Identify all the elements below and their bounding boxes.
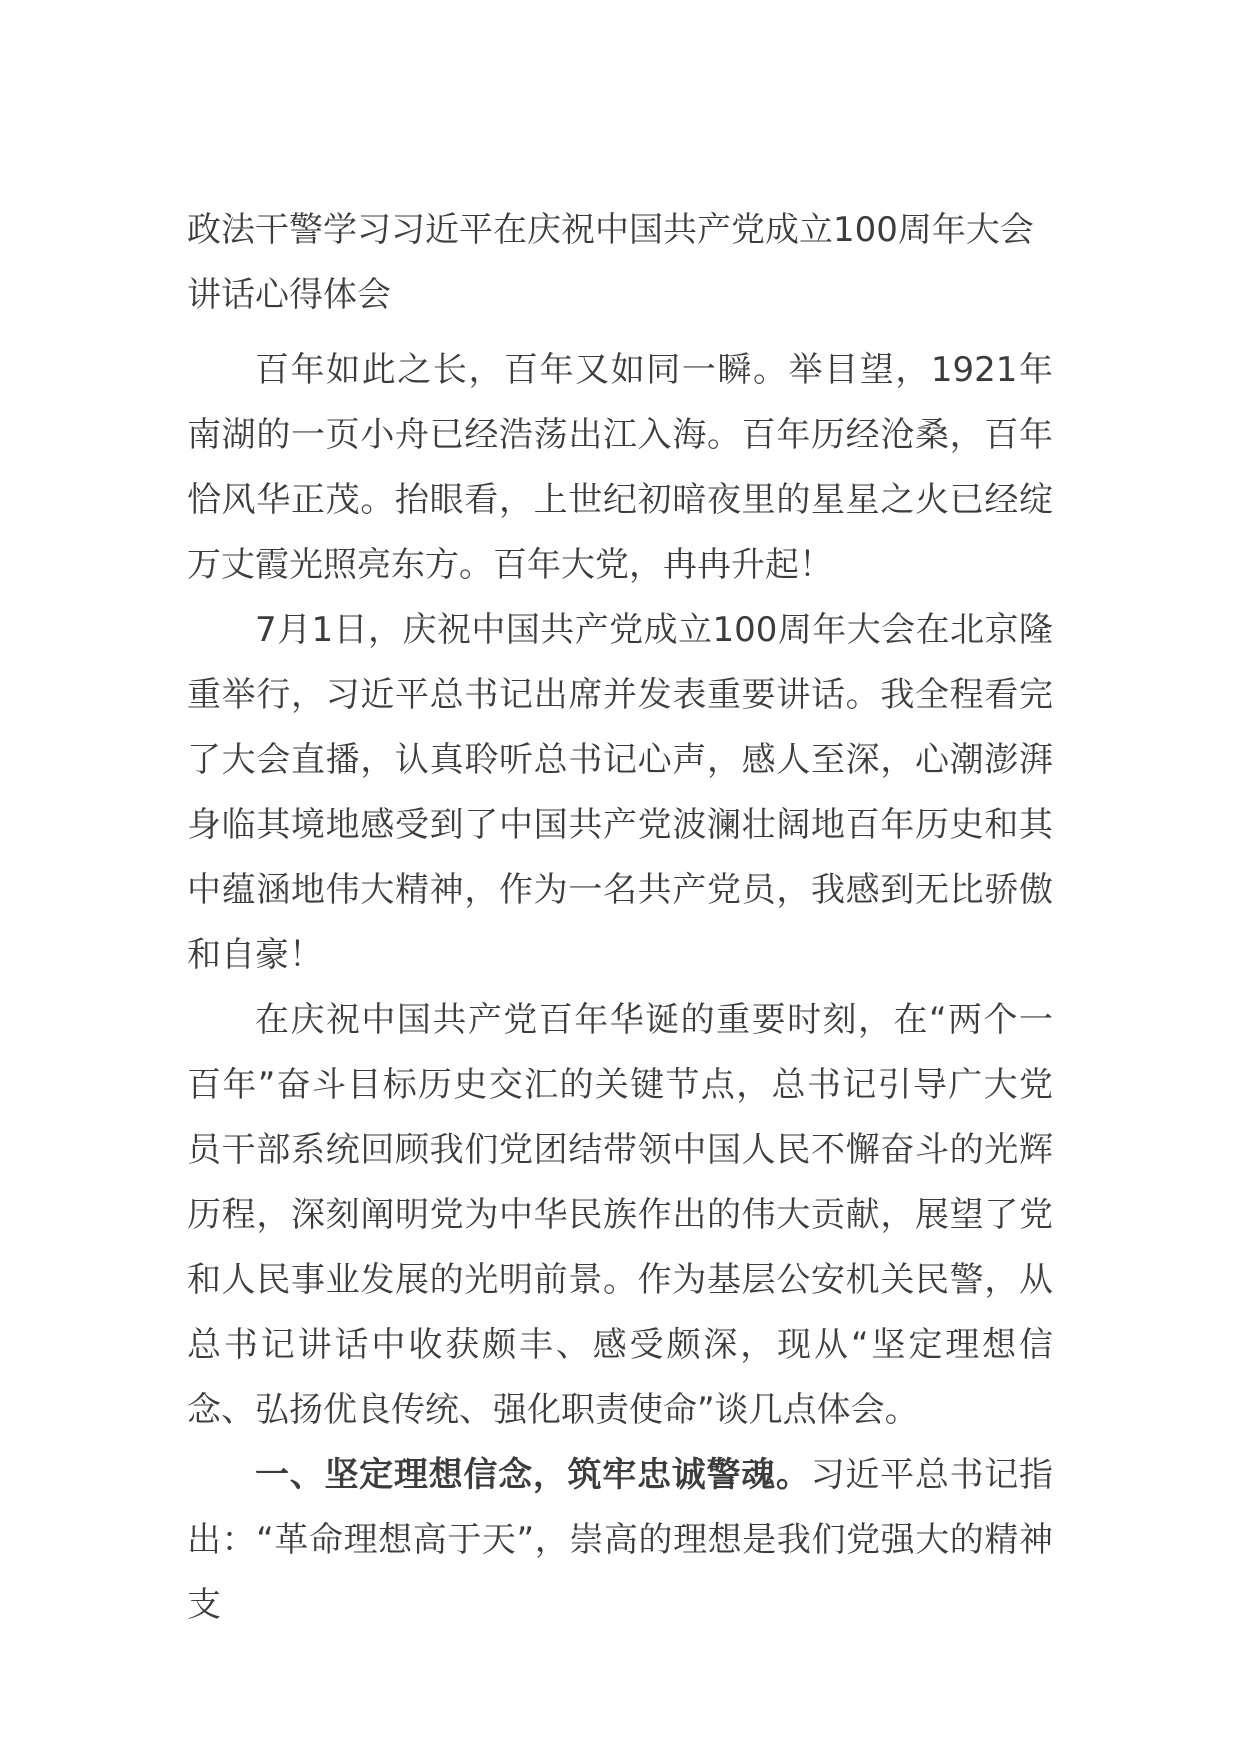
document-title: 政法干警学习习近平在庆祝中国共产党成立100周年大会讲话心得体会 [187,210,1034,315]
section-1-heading: 一、坚定理想信念，筑牢忠诚警魂。 [255,1455,811,1495]
document-page [187,198,1053,1638]
paragraph-overview: 在庆祝中国共产党百年华诞的重要时刻，在“两个一百年”奋斗目标历史交汇的关键节点，总书记引导广大党员干部系统回顾我们党团结带领中国人民不懈奋斗的光辉历程，深刻阐明党为中华民族作出的伟大贡献，展望了党和人民事业发展的光明前景。作为基层公安机关民警，从总书记讲话中收获颇丰、感受颇深，现从“坚定理想信念、弘扬优良传统、强化职责使命”谈几点体会。 [187,1000,1053,1430]
section-1-text: 习近平总书记指出：“革命理想高于天”，崇高的理想是我们党强大的精神支 [187,1455,1054,1625]
section-1-paragraph [187,1443,1053,1638]
paragraph-event: 7月1日，庆祝中国共产党成立100周年大会在北京隆重举行，习近平总书记出席并发表重要讲话。我全程看完了大会直播，认真聆听总书记心声，感人至深，心潮澎湃身临其境地感受到了中国共产党波澜壮阔地百年历史和其中蕴涵地伟大精神，作为一名共产党员，我感到无比骄傲和自豪！ [187,610,1053,975]
paragraph-intro: 百年如此之长，百年又如同一瞬。举目望，1921年南湖的一页小舟已经浩荡出江入海。百年历经沧桑，百年恰风华正茂。抬眼看，上世纪初暗夜里的星星之火已经绽万丈霞光照亮东方。百年大党，冉冉升起！ [187,350,1053,585]
